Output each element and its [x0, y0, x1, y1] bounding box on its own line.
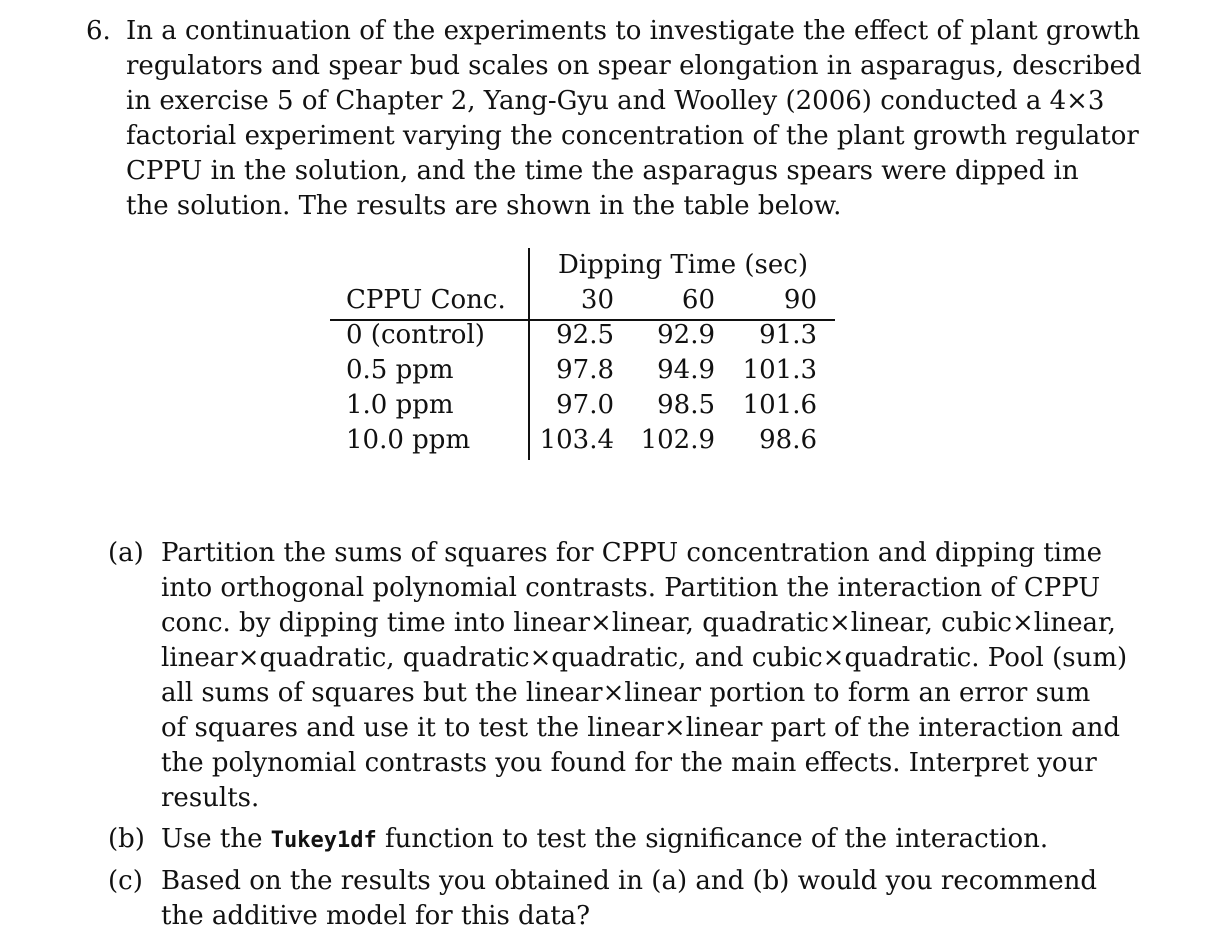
part-a-line: results. — [161, 783, 260, 813]
part-a — [108, 536, 1128, 816]
part-label: (c) — [108, 866, 143, 896]
table-cell: 97.0 — [556, 390, 614, 420]
intro-line: the solution. The results are shown in the table below. — [126, 191, 842, 221]
part-a-line: Partition the sums of squares for CPPU concentration and dipping time — [161, 538, 1103, 568]
intro-line: In a continuation of the experiments to investigate the effect of plant growth — [126, 16, 1141, 46]
part-a-line: all sums of squares but the linear×linear portion to form an error sum — [161, 678, 1091, 708]
part-label: (b) — [108, 824, 145, 854]
problem-intro — [126, 14, 1142, 224]
table-cell: 103.4 — [539, 425, 614, 455]
part-b-body — [161, 822, 1072, 858]
part-c-line: the additive model for this data? — [161, 901, 591, 931]
column-header: 30 — [580, 285, 614, 315]
part-b-text: Use the — [161, 824, 271, 854]
row-label: 0.5 ppm — [346, 355, 454, 385]
intro-line: CPPU in the solution, and the time the asparagus spears were dipped in — [126, 156, 1079, 186]
part-c-body — [161, 864, 1098, 934]
table-cell: 92.5 — [556, 320, 614, 350]
intro-line: in exercise 5 of Chapter 2, Yang-Gyu and Woolley (2006) conducted a 4×3 — [126, 86, 1105, 116]
part-c-line: Based on the results you obtained in (a) and (b) would you recommend — [161, 866, 1098, 896]
part-a-line: conc. by dipping time into linear×linear, quadratic×linear, cubic×linear, — [161, 608, 1116, 638]
row-label: 0 (control) — [346, 320, 485, 350]
sub-questions — [108, 536, 1128, 934]
table-cell: 101.3 — [742, 355, 817, 385]
part-label: (a) — [108, 538, 144, 568]
part-a-body — [161, 536, 1128, 816]
row-label: 1.0 ppm — [346, 390, 454, 420]
table-vertical-rule — [528, 248, 530, 460]
part-a-line: linear×quadratic, quadratic×quadratic, and cubic×quadratic. Pool (sum) — [161, 643, 1128, 673]
table-cell: 91.3 — [759, 320, 817, 350]
part-c — [108, 864, 1098, 934]
table-cell: 98.6 — [759, 425, 817, 455]
table-cell: 102.9 — [640, 425, 715, 455]
part-a-line: of squares and use it to test the linear×linear part of the interaction and — [161, 713, 1121, 743]
table-cell: 98.5 — [657, 390, 715, 420]
problem-number: 6. — [86, 16, 111, 46]
part-b-text: function to test the significance of the interaction. — [376, 824, 1049, 854]
part-a-line: the polynomial contrasts you found for the main effects. Interpret your — [161, 748, 1097, 778]
intro-line: regulators and spear bud scales on spear elongation in asparagus, described — [126, 51, 1142, 81]
table-cell: 92.9 — [657, 320, 715, 350]
part-a-line: into orthogonal polynomial contrasts. Partition the interaction of CPPU — [161, 573, 1101, 603]
row-label: 10.0 ppm — [346, 425, 471, 455]
column-header: 60 — [681, 285, 715, 315]
function-name: Tukey1df — [270, 828, 377, 853]
part-b-line — [161, 822, 1072, 858]
table-cell: 101.6 — [742, 390, 817, 420]
table-cell: 97.8 — [556, 355, 614, 385]
group-header: Dipping Time (sec) — [558, 250, 808, 280]
part-b — [108, 822, 1072, 858]
intro-line: factorial experiment varying the concentration of the plant growth regulator — [126, 121, 1139, 151]
data-table — [330, 248, 835, 460]
row-header: CPPU Conc. — [346, 285, 506, 315]
table-cell: 94.9 — [657, 355, 715, 385]
column-header: 90 — [783, 285, 817, 315]
